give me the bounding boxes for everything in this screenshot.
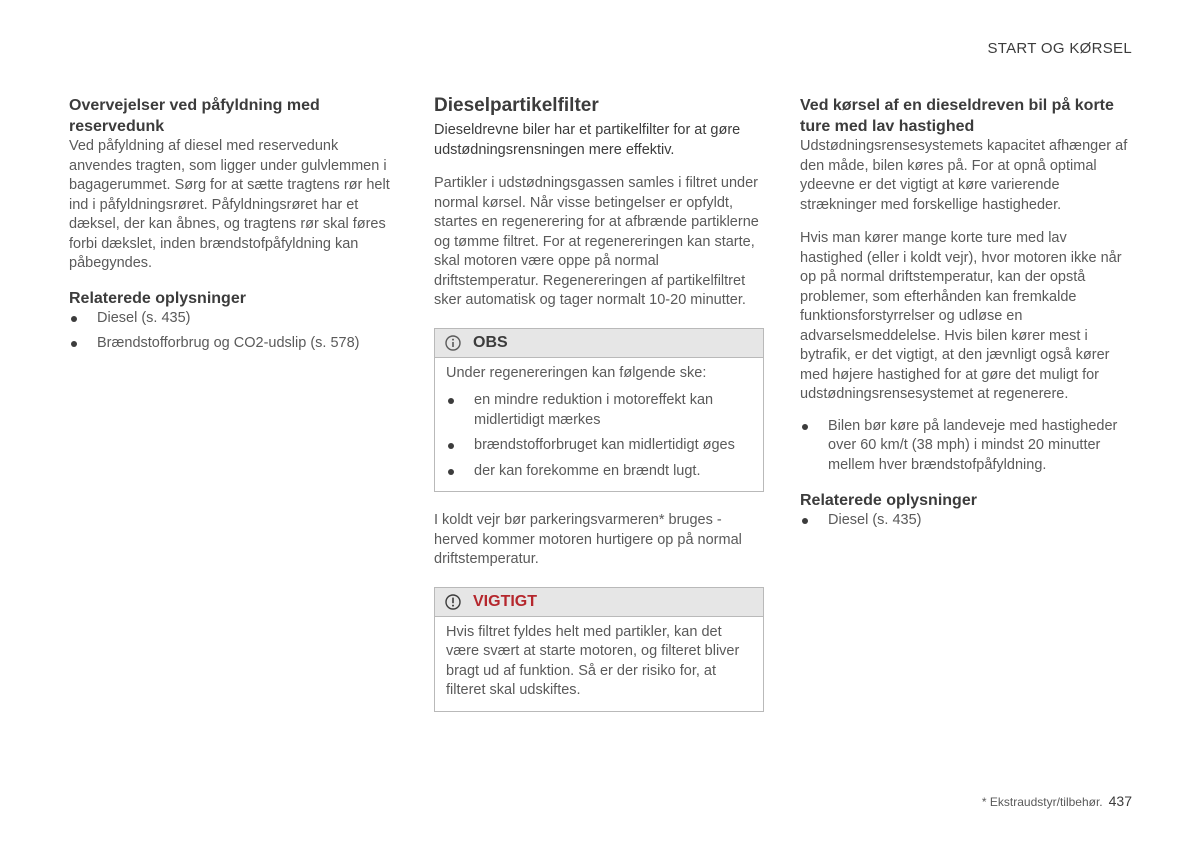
particle-filter-intro: Dieseldrevne biler har et partikelfilter for at gøre udstødningsrensningen mere effektiv. [434,122,741,158]
important-text: Hvis filtret fyldes helt med partikler, kan det være svært at starte motoren, og filteret bliver bragt ud af funktion. Så er der risiko for, at filteret skal udskiftes. [446,623,740,698]
info-icon [445,335,461,351]
important-box [434,587,764,712]
obs-item: en mindre reduktion i motoreffekt kan midlertidigt mærkes [446,391,751,430]
obs-title: OBS [473,333,508,351]
related-link-fuel-consumption[interactable]: Brændstofforbrug og CO2-udslip (s. 578) [69,334,399,354]
right-column [800,95,1130,531]
related-info-list [69,309,399,354]
short-trips-heading: Ved kørsel af en dieseldreven bil på korte ture med lav hastighed [800,97,1114,135]
obs-box-header [435,329,763,358]
related-info-list [800,511,1130,531]
related-link-diesel[interactable]: Diesel (s. 435) [800,511,1130,531]
middle-column [434,95,764,712]
obs-item: der kan forekomme en brændt lugt. [446,462,751,482]
short-trips-tip: Bilen bør køre på landeveje med hastigheder over 60 km/t (38 mph) i mindst 20 minutter mellem hver brændstofpåfyldning. [800,417,1130,476]
obs-lead: Under regenereringen kan følgende ske: [446,364,707,381]
related-info-heading: Relaterede oplysninger [800,492,977,509]
cold-weather-text: I koldt vejr bør parkeringsvarmeren* bruges - herved kommer motoren hurtigere op på normal driftstemperatur. [434,512,742,567]
short-trips-tips [800,417,1130,476]
short-trips-text-1: Udstødningsrensesystemets kapacitet afhænger af den måde, bilen køres på. For at opnå optimal ydeevne er det vigtigt at køre varierende strækninger med forskellige hastigheder. [800,138,1128,213]
page-footer [982,793,1132,809]
important-box-body [435,617,763,711]
particle-filter-text: Partikler i udstødningsgassen samles i filtret under normal kørsel. Når visse betingelser er opfyldt, startes en regenerering for at afbrænde partiklerne og tømme filtret. For at regenereringen kan starte, skal motoren være oppe på normal driftstemperatur. Regenereringen af partikelfiltret sker automatisk og tager normalt 10-20 minutter. [434,175,759,308]
related-info-heading: Relaterede oplysninger [69,289,246,307]
obs-box [434,328,764,493]
section-title: START OG KØRSEL [987,40,1132,57]
page-number: 437 [1108,793,1132,809]
obs-item: brændstofforbruget kan midlertidigt øges [446,436,751,456]
left-column [69,95,399,354]
important-title: VIGTIGT [473,592,537,610]
obs-list [446,391,751,481]
exclamation-icon [445,594,461,610]
refuel-canister-text: Ved påfyldning af diesel med reservedunk anvendes tragten, som ligger under gulvlemmen i bagagerummet. Sørg for at sætte tragtens rør helt ind i påfyldningsrøret. Påfyldningsrøret har et dæksel, der kan åbnes, og tragtens rør skal føres forbi dækslet, inden brændstofpåfyldning kan påbegyndes. [69,138,390,271]
footnote-text: * Ekstraudstyr/tilbehør. [981,795,1103,809]
short-trips-text-2: Hvis man kører mange korte ture med lav hastighed (eller i koldt vejr), hvor motoren ikke når op på normal driftstemperatur, kan der opstå problemer, som efterhånden kan fremkalde funktionsforstyrrelser og udløse en advarselsmeddelelse. Hvis bilen kører mest i bytrafik, er det vigtigt, at den jævnligt også kører med højere hastighed for at gøre det muligt for udstødningsrensesystemet at regenerere. [800,230,1122,402]
important-box-header [435,588,763,617]
diesel-particle-filter-heading: Dieselpartikelfilter [434,95,599,116]
refuel-canister-heading: Overvejelser ved påfyldning med reservedunk [69,97,320,135]
obs-box-body [435,358,763,492]
related-link-diesel[interactable]: Diesel (s. 435) [69,309,399,329]
